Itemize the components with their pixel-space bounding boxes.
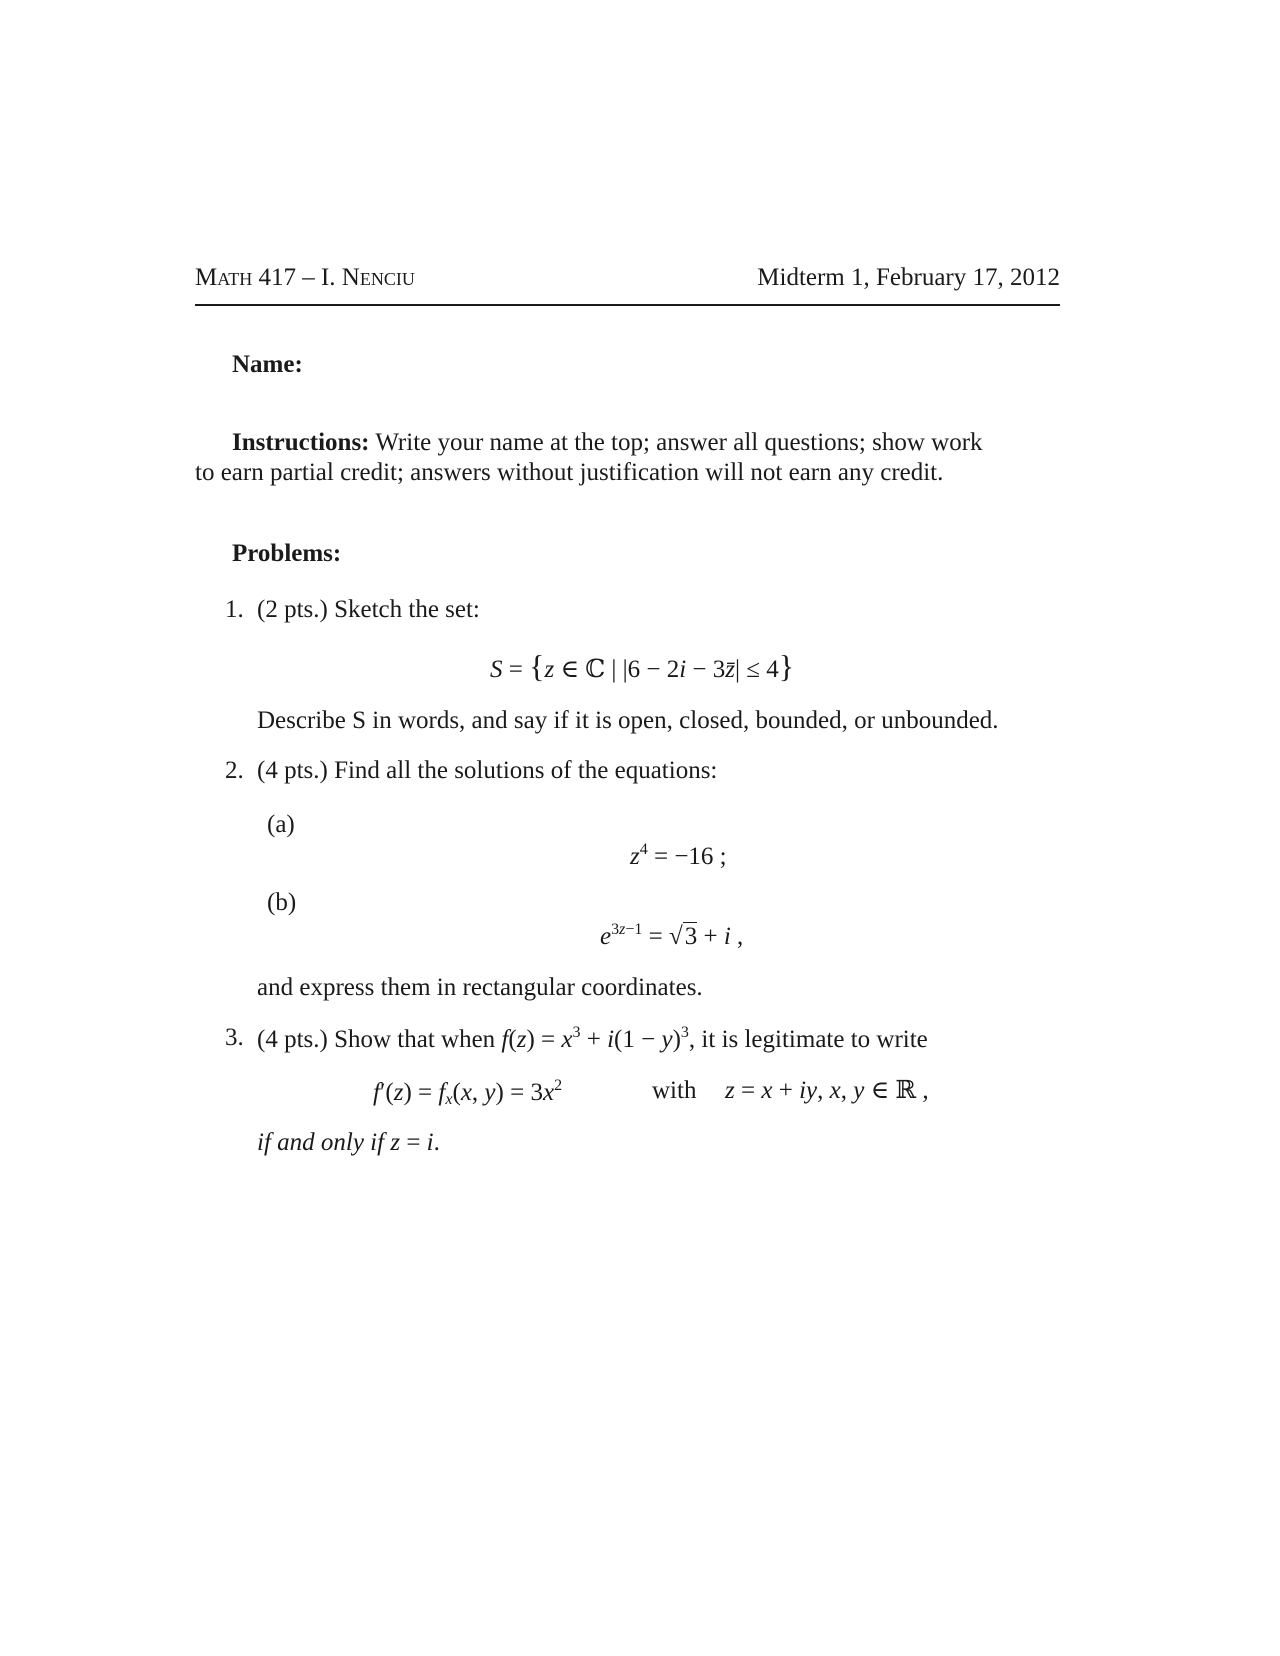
problem-1-text: (2 pts.) Sketch the set: [257,596,480,623]
problem-3-equation-right: z = x + iy, x, y ∈ ℝ , [725,1077,929,1104]
instructions-line-1: Write your name at the top; answer all questions; show work [375,429,983,456]
instructions [232,430,983,455]
problem-2b-equation: $e^{3z-1} = √3 + i$ , [600,921,744,950]
problem-2a-label: (a) [267,811,295,838]
problem-2-after: and express them in rectangular coordinates. [257,974,703,1001]
header-divider [195,304,1060,306]
course-title: Math 417 – I. Nenciu [195,264,415,291]
problem-3-after: if and only if z = i. [257,1129,440,1156]
problems-heading: Problems: [232,540,342,567]
problem-2b-label: (b) [267,889,297,916]
exam-date: Midterm 1, February 17, 2012 [757,264,1060,291]
problem-3-equation-mid: with [652,1077,697,1104]
problem-3-equation-left: $f'(z) = f_x(x$, $y) = 3x^2$ [373,1077,563,1108]
instructions-label: Instructions: [232,429,370,456]
name-label: Name: [232,351,303,378]
problem-2-number: 2. [225,757,244,784]
problem-2a-equation: $z^4 = -16$ ; [630,841,727,870]
problem-1-equation: S = {z ∈ ℂ | |6 − 2i − 3z̄| ≤ 4} [490,648,795,684]
instructions-line-2: to earn partial credit; answers without justification will not earn any credit. [195,459,944,486]
problem-3-number: 3. [225,1024,244,1051]
problem-1-after: Describe S in words, and say if it is open, closed, bounded, or unbounded. [257,707,999,734]
problem-2-text: (4 pts.) Find all the solutions of the equations: [257,757,718,784]
problem-1-number: 1. [225,596,244,623]
problem-3-text: (4 pts.) Show that when $f(z) = x^3 + i(1 - y)^3$, it is legitimate to write [257,1024,928,1053]
